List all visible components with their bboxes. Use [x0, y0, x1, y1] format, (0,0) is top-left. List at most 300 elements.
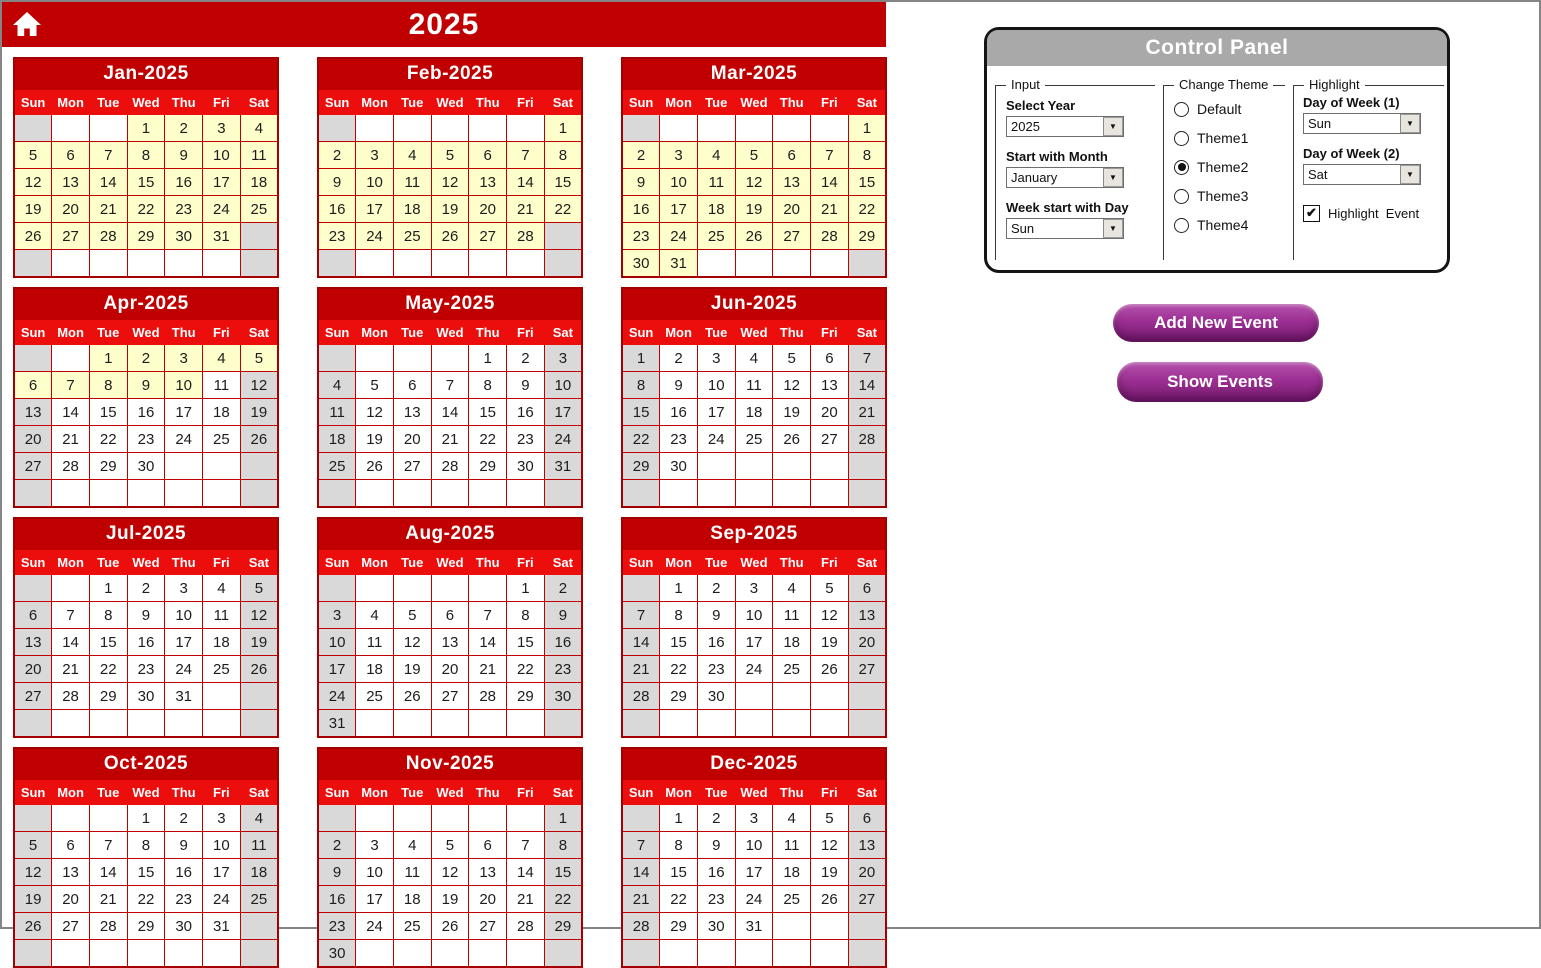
- date-cell: 9: [697, 832, 735, 859]
- date-cell: 27: [393, 453, 431, 480]
- date-cell: 29: [660, 683, 698, 710]
- date-cell: 6: [811, 345, 849, 372]
- date-cell: 14: [431, 399, 469, 426]
- empty-cell: [203, 250, 241, 278]
- date-cell: 10: [318, 629, 356, 656]
- empty-cell: [507, 480, 545, 508]
- day-header-mon: Mon: [356, 550, 394, 575]
- date-cell: 29: [127, 223, 165, 250]
- empty-cell: [14, 940, 52, 968]
- date-cell: 25: [203, 656, 241, 683]
- day-header-sat: Sat: [544, 90, 582, 115]
- date-cell: 4: [318, 372, 356, 399]
- date-cell: 16: [127, 399, 165, 426]
- empty-cell: [811, 480, 849, 508]
- date-cell: 13: [52, 859, 90, 886]
- date-cell: 26: [773, 426, 811, 453]
- date-cell: 10: [203, 832, 241, 859]
- dropdown-arrow-icon[interactable]: ▼: [1400, 165, 1420, 184]
- date-cell: 28: [52, 683, 90, 710]
- day-header-mon: Mon: [52, 320, 90, 345]
- day-header-tue: Tue: [697, 320, 735, 345]
- empty-cell: [14, 805, 52, 832]
- date-cell: 30: [697, 913, 735, 940]
- day-header-tue: Tue: [89, 550, 127, 575]
- empty-cell: [735, 250, 773, 278]
- date-cell: 23: [697, 656, 735, 683]
- date-cell: 22: [660, 886, 698, 913]
- day-header-sat: Sat: [848, 780, 886, 805]
- month-calendar-jan: [13, 57, 279, 278]
- radio-icon: [1174, 102, 1189, 117]
- day-header-fri: Fri: [203, 90, 241, 115]
- date-cell: 1: [89, 345, 127, 372]
- empty-cell: [14, 575, 52, 602]
- date-cell: 14: [811, 169, 849, 196]
- date-cell: 25: [393, 913, 431, 940]
- date-cell: 23: [127, 656, 165, 683]
- empty-cell: [773, 250, 811, 278]
- dropdown-arrow-icon[interactable]: ▼: [1103, 219, 1123, 238]
- date-cell: 7: [89, 142, 127, 169]
- date-cell: 28: [89, 223, 127, 250]
- date-cell: 9: [622, 169, 660, 196]
- date-cell: 3: [544, 345, 582, 372]
- date-cell: 5: [240, 575, 278, 602]
- date-cell: 25: [240, 886, 278, 913]
- date-cell: 12: [240, 602, 278, 629]
- month-calendar-aug: [317, 517, 583, 738]
- date-cell: 30: [660, 453, 698, 480]
- empty-cell: [848, 940, 886, 968]
- day-header-tue: Tue: [697, 780, 735, 805]
- month-calendar-apr: [13, 287, 279, 508]
- date-cell: 3: [165, 345, 203, 372]
- empty-cell: [697, 940, 735, 968]
- date-cell: 10: [735, 832, 773, 859]
- dropdown-arrow-icon[interactable]: ▼: [1103, 168, 1123, 187]
- radio-label: Default: [1197, 101, 1242, 117]
- select-year-dropdown[interactable]: [1006, 116, 1124, 137]
- month-title: Apr-2025: [14, 288, 278, 320]
- select-year-value: 2025: [1011, 119, 1040, 134]
- empty-cell: [848, 453, 886, 480]
- date-cell: 5: [811, 805, 849, 832]
- date-cell: 15: [660, 859, 698, 886]
- date-cell: 17: [697, 399, 735, 426]
- empty-cell: [848, 250, 886, 278]
- highlight-event-label: Highlight Event: [1328, 206, 1420, 221]
- date-cell: 6: [393, 372, 431, 399]
- month-calendar-mar: [621, 57, 887, 278]
- empty-cell: [811, 683, 849, 710]
- date-cell: 12: [811, 602, 849, 629]
- date-cell: 21: [622, 656, 660, 683]
- date-cell: 18: [773, 629, 811, 656]
- date-cell: 6: [469, 142, 507, 169]
- empty-cell: [240, 683, 278, 710]
- empty-cell: [848, 913, 886, 940]
- date-cell: 3: [660, 142, 698, 169]
- empty-cell: [14, 710, 52, 738]
- date-cell: 19: [811, 629, 849, 656]
- empty-cell: [622, 805, 660, 832]
- date-cell: 30: [165, 913, 203, 940]
- date-cell: 13: [52, 169, 90, 196]
- empty-cell: [431, 480, 469, 508]
- date-cell: 28: [469, 683, 507, 710]
- month-title: Jun-2025: [622, 288, 886, 320]
- date-cell: 9: [697, 602, 735, 629]
- date-cell: 17: [203, 859, 241, 886]
- date-cell: 3: [165, 575, 203, 602]
- date-cell: 25: [735, 426, 773, 453]
- day-of-week-2-dropdown[interactable]: [1303, 164, 1421, 185]
- day-of-week-1-value: Sun: [1308, 116, 1332, 131]
- empty-cell: [544, 250, 582, 278]
- day-header-sat: Sat: [240, 550, 278, 575]
- date-cell: 11: [356, 629, 394, 656]
- date-cell: 4: [773, 805, 811, 832]
- date-cell: 13: [469, 859, 507, 886]
- date-cell: 17: [660, 196, 698, 223]
- date-cell: 11: [393, 169, 431, 196]
- date-cell: 4: [240, 805, 278, 832]
- date-cell: 12: [14, 859, 52, 886]
- date-cell: 12: [773, 372, 811, 399]
- date-cell: 1: [660, 575, 698, 602]
- date-cell: 11: [735, 372, 773, 399]
- date-cell: 23: [507, 426, 545, 453]
- empty-cell: [165, 250, 203, 278]
- date-cell: 9: [127, 372, 165, 399]
- empty-cell: [660, 940, 698, 968]
- empty-cell: [773, 453, 811, 480]
- calendar-grid: [13, 57, 887, 968]
- day-header-thu: Thu: [773, 780, 811, 805]
- date-cell: 24: [356, 223, 394, 250]
- date-cell: 16: [697, 629, 735, 656]
- empty-cell: [811, 250, 849, 278]
- date-cell: 18: [240, 169, 278, 196]
- empty-cell: [469, 575, 507, 602]
- date-cell: 2: [622, 142, 660, 169]
- date-cell: 26: [356, 453, 394, 480]
- date-cell: 19: [356, 426, 394, 453]
- date-cell: 31: [203, 913, 241, 940]
- date-cell: 13: [811, 372, 849, 399]
- date-cell: 23: [318, 913, 356, 940]
- date-cell: 5: [811, 575, 849, 602]
- date-cell: 21: [52, 426, 90, 453]
- radio-icon: [1174, 218, 1189, 233]
- date-cell: 15: [89, 629, 127, 656]
- theme-option-theme4[interactable]: [1174, 217, 1285, 233]
- date-cell: 20: [811, 399, 849, 426]
- day-header-mon: Mon: [52, 780, 90, 805]
- radio-label: Theme3: [1197, 188, 1249, 204]
- date-cell: 26: [393, 683, 431, 710]
- day-header-sun: Sun: [318, 780, 356, 805]
- empty-cell: [735, 480, 773, 508]
- day-header-wed: Wed: [735, 780, 773, 805]
- empty-cell: [544, 480, 582, 508]
- date-cell: 15: [544, 169, 582, 196]
- day-header-mon: Mon: [660, 320, 698, 345]
- radio-icon: [1174, 131, 1189, 146]
- empty-cell: [735, 683, 773, 710]
- date-cell: 15: [127, 859, 165, 886]
- empty-cell: [507, 940, 545, 968]
- dropdown-arrow-icon[interactable]: ▼: [1400, 114, 1420, 133]
- day-header-sat: Sat: [848, 90, 886, 115]
- date-cell: 10: [356, 859, 394, 886]
- date-cell: 24: [318, 683, 356, 710]
- date-cell: 28: [622, 913, 660, 940]
- empty-cell: [356, 480, 394, 508]
- date-cell: 6: [469, 832, 507, 859]
- date-cell: 8: [622, 372, 660, 399]
- empty-cell: [356, 250, 394, 278]
- date-cell: 30: [507, 453, 545, 480]
- date-cell: 6: [773, 142, 811, 169]
- date-cell: 27: [431, 683, 469, 710]
- date-cell: 27: [52, 223, 90, 250]
- start-with-month-field: [1006, 149, 1155, 188]
- day-header-thu: Thu: [165, 90, 203, 115]
- date-cell: 16: [622, 196, 660, 223]
- date-cell: 21: [469, 656, 507, 683]
- empty-cell: [318, 115, 356, 142]
- date-cell: 14: [848, 372, 886, 399]
- empty-cell: [203, 480, 241, 508]
- empty-cell: [89, 710, 127, 738]
- title-bar: [2, 2, 886, 47]
- month-calendar-nov: [317, 747, 583, 968]
- day-header-mon: Mon: [52, 90, 90, 115]
- empty-cell: [240, 710, 278, 738]
- date-cell: 11: [203, 372, 241, 399]
- checkbox-icon[interactable]: ✔: [1303, 205, 1320, 222]
- date-cell: 24: [544, 426, 582, 453]
- date-cell: 9: [318, 169, 356, 196]
- empty-cell: [318, 345, 356, 372]
- theme-option-theme3[interactable]: [1174, 188, 1285, 204]
- empty-cell: [697, 115, 735, 142]
- date-cell: 7: [507, 142, 545, 169]
- date-cell: 7: [89, 832, 127, 859]
- date-cell: 27: [811, 426, 849, 453]
- day-header-sun: Sun: [622, 90, 660, 115]
- date-cell: 7: [811, 142, 849, 169]
- date-cell: 4: [735, 345, 773, 372]
- date-cell: 6: [848, 805, 886, 832]
- date-cell: 25: [773, 886, 811, 913]
- date-cell: 24: [697, 426, 735, 453]
- day-header-mon: Mon: [52, 550, 90, 575]
- date-cell: 24: [735, 886, 773, 913]
- date-cell: 21: [431, 426, 469, 453]
- date-cell: 5: [431, 832, 469, 859]
- date-cell: 16: [507, 399, 545, 426]
- day-of-week-2-field: [1303, 146, 1444, 185]
- empty-cell: [697, 710, 735, 738]
- highlight-group: [1293, 77, 1444, 260]
- theme-option-default[interactable]: [1174, 101, 1285, 117]
- empty-cell: [203, 940, 241, 968]
- empty-cell: [356, 805, 394, 832]
- day-header-fri: Fri: [507, 550, 545, 575]
- empty-cell: [773, 683, 811, 710]
- date-cell: 11: [773, 832, 811, 859]
- theme-option-theme2[interactable]: [1174, 159, 1285, 175]
- day-header-wed: Wed: [127, 90, 165, 115]
- date-cell: 4: [203, 575, 241, 602]
- day-header-thu: Thu: [469, 550, 507, 575]
- day-header-thu: Thu: [469, 780, 507, 805]
- date-cell: 22: [660, 656, 698, 683]
- day-of-week-2-value: Sat: [1308, 167, 1328, 182]
- select-year-label: Select Year: [1006, 98, 1076, 113]
- date-cell: 5: [735, 142, 773, 169]
- start-with-month-dropdown[interactable]: [1006, 167, 1124, 188]
- date-cell: 18: [393, 886, 431, 913]
- show-events-button[interactable]: Show Events: [1117, 362, 1323, 402]
- empty-cell: [127, 710, 165, 738]
- year-title: 2025: [408, 8, 480, 41]
- date-cell: 1: [127, 115, 165, 142]
- date-cell: 17: [165, 629, 203, 656]
- date-cell: 30: [165, 223, 203, 250]
- date-cell: 16: [127, 629, 165, 656]
- date-cell: 2: [127, 345, 165, 372]
- control-panel: [984, 27, 1450, 273]
- highlight-event-checkbox-row[interactable]: [1303, 205, 1444, 222]
- date-cell: 30: [544, 683, 582, 710]
- date-cell: 5: [393, 602, 431, 629]
- date-cell: 19: [431, 196, 469, 223]
- month-title: May-2025: [318, 288, 582, 320]
- date-cell: 20: [469, 886, 507, 913]
- day-header-sun: Sun: [14, 320, 52, 345]
- empty-cell: [773, 913, 811, 940]
- date-cell: 19: [735, 196, 773, 223]
- dropdown-arrow-icon[interactable]: ▼: [1103, 117, 1123, 136]
- date-cell: 21: [52, 656, 90, 683]
- day-header-thu: Thu: [773, 320, 811, 345]
- date-cell: 7: [52, 602, 90, 629]
- date-cell: 8: [848, 142, 886, 169]
- month-calendar-sep: [621, 517, 887, 738]
- empty-cell: [165, 453, 203, 480]
- date-cell: 23: [660, 426, 698, 453]
- week-start-with-day-dropdown[interactable]: [1006, 218, 1124, 239]
- date-cell: 17: [735, 859, 773, 886]
- date-cell: 8: [127, 832, 165, 859]
- day-header-tue: Tue: [697, 90, 735, 115]
- date-cell: 11: [203, 602, 241, 629]
- empty-cell: [811, 710, 849, 738]
- empty-cell: [507, 115, 545, 142]
- date-cell: 6: [14, 372, 52, 399]
- date-cell: 25: [697, 223, 735, 250]
- date-cell: 18: [203, 629, 241, 656]
- date-cell: 25: [203, 426, 241, 453]
- date-cell: 10: [203, 142, 241, 169]
- date-cell: 25: [393, 223, 431, 250]
- date-cell: 5: [356, 372, 394, 399]
- empty-cell: [89, 480, 127, 508]
- empty-cell: [773, 940, 811, 968]
- day-header-sun: Sun: [318, 550, 356, 575]
- empty-cell: [773, 115, 811, 142]
- date-cell: 8: [89, 372, 127, 399]
- date-cell: 16: [318, 886, 356, 913]
- date-cell: 28: [848, 426, 886, 453]
- empty-cell: [240, 913, 278, 940]
- date-cell: 6: [431, 602, 469, 629]
- date-cell: 12: [431, 169, 469, 196]
- date-cell: 27: [848, 886, 886, 913]
- empty-cell: [203, 453, 241, 480]
- date-cell: 19: [393, 656, 431, 683]
- day-of-week-1-dropdown[interactable]: [1303, 113, 1421, 134]
- date-cell: 16: [660, 399, 698, 426]
- empty-cell: [14, 480, 52, 508]
- empty-cell: [622, 115, 660, 142]
- date-cell: 18: [393, 196, 431, 223]
- date-cell: 11: [318, 399, 356, 426]
- input-group: [995, 77, 1155, 260]
- empty-cell: [318, 805, 356, 832]
- date-cell: 25: [356, 683, 394, 710]
- date-cell: 11: [393, 859, 431, 886]
- theme-option-theme1[interactable]: [1174, 130, 1285, 146]
- date-cell: 4: [240, 115, 278, 142]
- date-cell: 15: [89, 399, 127, 426]
- date-cell: 7: [469, 602, 507, 629]
- date-cell: 23: [165, 886, 203, 913]
- date-cell: 7: [431, 372, 469, 399]
- date-cell: 2: [660, 345, 698, 372]
- empty-cell: [469, 940, 507, 968]
- date-cell: 1: [660, 805, 698, 832]
- date-cell: 18: [735, 399, 773, 426]
- date-cell: 30: [127, 453, 165, 480]
- date-cell: 26: [240, 426, 278, 453]
- day-header-fri: Fri: [203, 320, 241, 345]
- empty-cell: [469, 480, 507, 508]
- day-header-sat: Sat: [240, 320, 278, 345]
- date-cell: 31: [735, 913, 773, 940]
- date-cell: 9: [318, 859, 356, 886]
- date-cell: 19: [240, 629, 278, 656]
- date-cell: 29: [507, 683, 545, 710]
- date-cell: 3: [203, 115, 241, 142]
- date-cell: 14: [622, 859, 660, 886]
- date-cell: 31: [165, 683, 203, 710]
- date-cell: 2: [127, 575, 165, 602]
- date-cell: 20: [431, 656, 469, 683]
- date-cell: 24: [165, 426, 203, 453]
- month-title: Mar-2025: [622, 58, 886, 90]
- date-cell: 13: [469, 169, 507, 196]
- empty-cell: [240, 223, 278, 250]
- date-cell: 21: [622, 886, 660, 913]
- day-of-week-1-field: [1303, 95, 1444, 134]
- add-new-event-button[interactable]: Add New Event: [1113, 304, 1319, 342]
- date-cell: 14: [89, 859, 127, 886]
